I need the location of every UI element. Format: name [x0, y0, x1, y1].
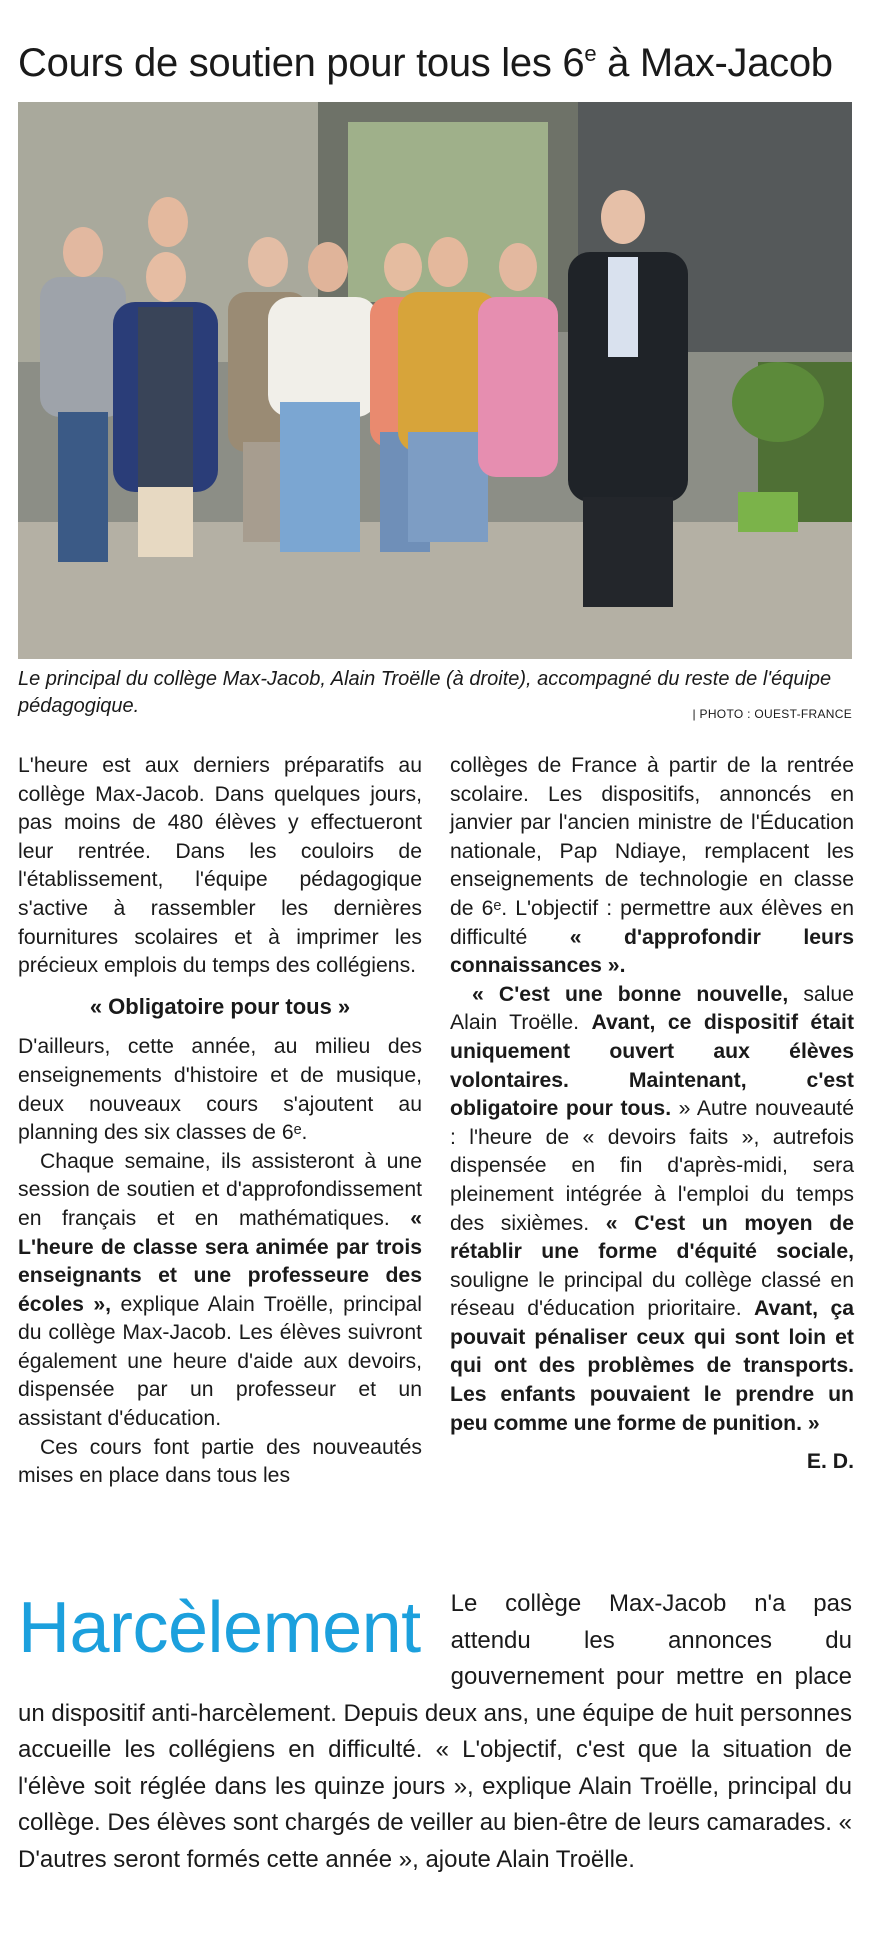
paragraph [18, 1148, 422, 1434]
paragraph: D'ailleurs, cette année, au milieu des enseignements d'histoire et de musique, deux nouveaux cours s'ajoutent au planning des six classes de 6ᵉ. [18, 1035, 422, 1145]
paragraph [450, 752, 854, 981]
quote-bold: « C'est un moyen de rétablir une forme d'équité sociale, [450, 1211, 854, 1264]
harcelement-body: Le collège Max-Jacob n'a pas attendu les annonces du gouvernement pour mettre en place un dispositif anti-harcèlement. Depuis deux ans, une équipe de huit personnes accueille les collégiens en difficulté. « L'objectif, c'est que la situation de l'élève soit réglée dans les quinze jours », explique Alain Troëlle, principal du collège. Des élèves sont chargés de veiller au bien-être de leurs camarades. « D'autres seront formés cette année », ajoute Alain Troëlle. [18, 1590, 852, 1873]
article-column-right [450, 752, 854, 1477]
paragraph [450, 981, 854, 1439]
quote-bold: Avant, ce dispositif était uniquement ouvert aux élèves volontaires. Maintenant, c'est obligatoire pour tous. [450, 1011, 854, 1121]
paragraph: L'heure est aux derniers préparatifs au collège Max-Jacob. Dans quelques jours, pas moins de 480 élèves y effectueront leur rentrée. Dans les couloirs de l'établissement, l'équipe pédagogique s'active à rassembler les dernières fournitures scolaires et à imprimer les précieux emplois du temps des collégiens. [18, 754, 422, 978]
subheading: « Obligatoire pour tous » [89, 993, 351, 1019]
text-run: souligne le principal du collège classé en réseau d'éducation prioritaire. [450, 1268, 854, 1321]
quote-bold: « L'heure de classe sera animée par trois enseignants et une professeure des écoles », [18, 1206, 422, 1316]
headline-superscript: e [584, 41, 597, 66]
photo-credit: | PHOTO : OUEST-FRANCE [692, 707, 852, 721]
text-run: salue Alain Troëlle. [450, 982, 854, 1035]
text-run: Chaque semaine, ils assisteront à une session de soutien et d'approfondissement en français et en mathématiques. [18, 1149, 422, 1230]
quote-bold: « C'est une bonne nouvelle, [472, 982, 789, 1006]
quote-bold: Avant, ça pouvait pénaliser ceux qui sont loin et qui ont des problèmes de transports. Les enfants pouvaient le prendre un peu comme une forme de punition. » [450, 1297, 855, 1435]
article-headline [18, 30, 858, 87]
harcelement-box [18, 1586, 852, 1878]
headline-text: Cours de soutien pour tous les 6 [18, 41, 585, 85]
text-run: collèges de France à partir de la rentrée scolaire. Les dispositifs, annoncés en janvier par l'ancien ministre de l'Éducation nationale, Pap Ndiaye, remplacent les enseignements de technologie en classe de 6ᵉ. L'objectif : permettre aux élèves en difficulté [450, 754, 854, 949]
article-column-left [18, 752, 422, 1491]
team-photo [18, 102, 852, 659]
quote-bold: « d'approfondir leurs connaissances ». [450, 925, 854, 978]
text-run: explique Alain Troëlle, principal du collège Max-Jacob. Les élèves suivront également une heure d'aide aux devoirs, dispensée par un professeur et un assistant d'éducation. [18, 1292, 422, 1431]
text-run: » Autre nouveauté : l'heure de « devoirs faits », autrefois dispensée en fin d'après-midi, sera pleinement intégrée à l'emploi du temps des sixièmes. [450, 1097, 854, 1235]
harcelement-title: Harcèlement [18, 1588, 421, 1668]
author-signoff: E. D. [806, 1450, 854, 1474]
paragraph: Ces cours font partie des nouveautés mises en place dans tous les [18, 1435, 422, 1488]
headline-text-end: à Max-Jacob [596, 41, 833, 85]
photo-caption: Le principal du collège Max-Jacob, Alain Troëlle (à droite), accompagné du reste de l'équipe pédagogique. [18, 668, 832, 717]
